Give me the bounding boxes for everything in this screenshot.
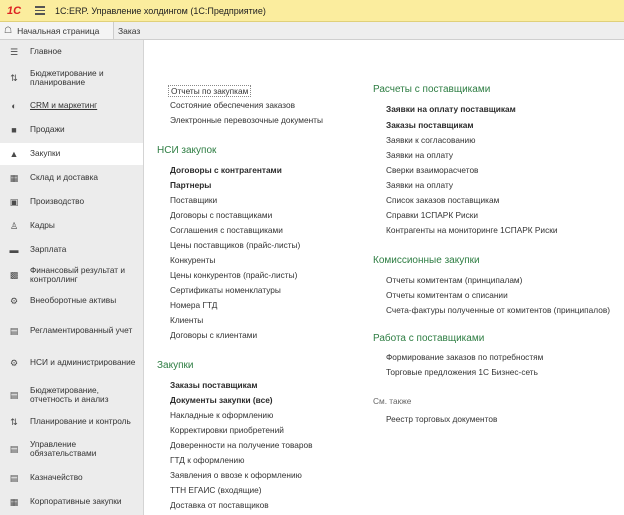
link-egais-ttn[interactable]: ТТН ЕГАИС (входящие) (170, 485, 262, 495)
link-supplier-prices[interactable]: Цены поставщиков (прайс-листы) (170, 240, 301, 250)
link-spark-monitoring[interactable]: Контрагенты на мониторинге 1СПАРК Риски (386, 225, 558, 235)
app-logo: 1С (7, 4, 22, 17)
sidebar-item-label: Планирование и контроль (30, 416, 131, 427)
header-settlements: Расчеты с поставщиками (373, 84, 491, 95)
budget-icon: ⇅ (10, 72, 18, 83)
sidebar-item-label: Главное (30, 46, 62, 57)
menu-list-icon: ☰ (9, 46, 19, 57)
sidebar-item-label: Внеоборотные активы (30, 295, 117, 306)
see-also-label: См. также (373, 396, 412, 406)
sidebar-item-accounting[interactable] (0, 318, 143, 344)
link-spark-reports[interactable]: Справки 1СПАРК Риски (386, 210, 479, 220)
hamburger-menu-icon[interactable] (35, 4, 45, 17)
sidebar-item-label: Кадры (30, 220, 55, 231)
link-transport-docs[interactable]: Электронные перевозочные документы (170, 115, 323, 125)
link-committent-writeoff[interactable]: Отчеты комитентам о списании (386, 290, 508, 300)
obligation-icon: ▤ (9, 443, 19, 454)
link-orders-by-needs[interactable]: Формирование заказов по потребностям (386, 352, 544, 362)
sidebar-item-production[interactable] (0, 192, 143, 212)
corp-purchase-icon: ▦ (9, 496, 19, 507)
sidebar-item-label: Казначейство (30, 472, 83, 483)
link-competitor-prices[interactable]: Цены конкурентов (прайс-листы) (170, 270, 298, 280)
link-trade-docs-registry[interactable]: Реестр торговых документов (386, 414, 498, 424)
report-icon: ▤ (9, 389, 19, 400)
wallet-icon: ▬ (9, 245, 19, 255)
person-icon: ♙ (9, 220, 19, 231)
sidebar-item-crm[interactable] (0, 96, 143, 116)
sidebar-item-budget-reports[interactable] (0, 382, 143, 408)
link-supplier-delivery[interactable]: Доставка от поставщиков (170, 500, 269, 510)
link-purchase-docs-all[interactable]: Документы закупки (все) (170, 395, 273, 405)
link-certificates[interactable]: Сертификаты номенклатуры (170, 285, 281, 295)
sidebar-item-label: Закупки (30, 148, 61, 159)
link-supplier-agreements[interactable]: Соглашения с поставщиками (170, 225, 283, 235)
link-partners[interactable]: Партнеры (170, 180, 212, 190)
link-order-supply-status[interactable]: Состояние обеспечения заказов (170, 100, 296, 110)
sidebar-item-finance[interactable] (0, 262, 143, 288)
link-reconciliations[interactable]: Сверки взаиморасчетов (386, 165, 479, 175)
link-competitors[interactable]: Конкуренты (170, 255, 216, 265)
sidebar-item-budgeting[interactable] (0, 65, 143, 91)
sidebar-item-label: Бюджетирование, отчетность и анализ (30, 384, 109, 404)
sidebar-item-main[interactable] (0, 42, 143, 62)
sidebar-item-planning[interactable] (0, 412, 143, 432)
bag-icon: ■ (11, 125, 17, 135)
sidebar-item-corp-purchases[interactable] (0, 492, 143, 512)
sidebar-item-obligations[interactable] (0, 436, 143, 462)
sidebar-item-treasury[interactable] (0, 468, 143, 488)
plan-icon: ⇅ (10, 416, 18, 427)
sidebar-item-label: Продажи (30, 124, 65, 135)
link-supplier-orders-2[interactable]: Заказы поставщикам (386, 120, 474, 130)
sidebar-item-admin[interactable] (0, 350, 143, 376)
link-payment-requests[interactable]: Заявки на оплату (386, 150, 454, 160)
sidebar-item-label: Зарплата (30, 244, 67, 255)
link-committent-invoices[interactable]: Счета-фактуры полученные от комитентов (принципалов) (386, 305, 610, 315)
link-invoices-to-process[interactable]: Накладные к оформлению (170, 410, 274, 420)
section-content (143, 40, 624, 515)
crm-icon: ◐ (11, 101, 17, 111)
sidebar-item-label: Управление обязательствами (30, 438, 97, 458)
link-suppliers[interactable]: Поставщики (170, 195, 218, 205)
header-commission: Комиссионные закупки (373, 255, 480, 266)
sidebar-item-salary[interactable] (0, 240, 143, 260)
sidebar-item-hr[interactable] (0, 216, 143, 236)
sidebar-item-label: Бюджетирование и планирование (30, 67, 104, 87)
home-icon: ☖ (4, 25, 13, 35)
factory-icon: ▣ (9, 196, 19, 207)
sidebar-item-label: Регламентированный учет (30, 325, 133, 336)
link-import-statements[interactable]: Заявления о ввозе к оформлению (170, 470, 302, 480)
link-purchase-adjustments[interactable]: Корректировки приобретений (170, 425, 284, 435)
link-contracts-counterparties[interactable]: Договоры с контрагентами (170, 165, 282, 175)
sidebar-item-purchases[interactable] (0, 143, 143, 165)
app-title: 1С:ERP. Управление холдингом (1С:Предприятие) (55, 5, 266, 16)
sidebar-item-label: Корпоративные закупки (30, 496, 122, 507)
link-gtd-to-process[interactable]: ГТД к оформлению (170, 455, 245, 465)
sidebar (0, 40, 143, 515)
tab-home[interactable] (0, 22, 114, 39)
assets-icon: ⚙ (9, 295, 19, 306)
title-bar (0, 0, 624, 22)
tab-orders[interactable]: Заказ (118, 25, 141, 36)
link-supplier-order-list[interactable]: Список заказов поставщикам (386, 195, 500, 205)
sidebar-item-warehouse[interactable] (0, 168, 143, 188)
header-nsi: НСИ закупок (157, 145, 217, 156)
sidebar-item-sales[interactable] (0, 120, 143, 140)
link-committent-reports[interactable]: Отчеты комитентам (принципалам) (386, 275, 523, 285)
sidebar-item-label: Финансовый результат и контроллинг (30, 264, 126, 284)
header-purchases: Закупки (157, 360, 194, 371)
link-payment-requests-suppliers[interactable]: Заявки на оплату поставщикам (386, 104, 516, 114)
sidebar-item-label: НСИ и администрирование (30, 357, 136, 368)
cart-icon: ▲ (9, 149, 19, 159)
sidebar-item-assets[interactable] (0, 291, 143, 311)
book-icon: ▤ (9, 325, 19, 336)
link-powers-of-attorney[interactable]: Доверенности на получение товаров (170, 440, 313, 450)
link-purchase-reports[interactable]: Отчеты по закупкам (168, 85, 251, 97)
warehouse-icon: ▦ (9, 172, 19, 183)
link-requests-for-approval[interactable]: Заявки к согласованию (386, 135, 476, 145)
link-client-contracts[interactable]: Договоры с клиентами (170, 330, 258, 340)
link-payment-requests-2[interactable]: Заявки на оплату (386, 180, 454, 190)
link-business-network-offers[interactable]: Торговые предложения 1С Бизнес-сеть (386, 367, 538, 377)
tab-home-label: Начальная страница (17, 25, 100, 36)
link-supplier-contracts[interactable]: Договоры с поставщиками (170, 210, 273, 220)
sidebar-item-label: CRM и маркетинг (30, 100, 98, 111)
link-supplier-orders[interactable]: Заказы поставщикам (170, 380, 258, 390)
header-supplier-work: Работа с поставщиками (373, 333, 485, 344)
sidebar-item-label: Производство (30, 196, 85, 207)
treasury-icon: ▤ (9, 472, 19, 483)
gear-icon: ⚙ (9, 357, 19, 368)
chart-icon: ▩ (9, 269, 19, 280)
link-gtd-numbers[interactable]: Номера ГТД (170, 300, 218, 310)
sidebar-item-label: Склад и доставка (30, 172, 99, 183)
link-clients[interactable]: Клиенты (170, 315, 204, 325)
tab-bar (0, 22, 624, 40)
